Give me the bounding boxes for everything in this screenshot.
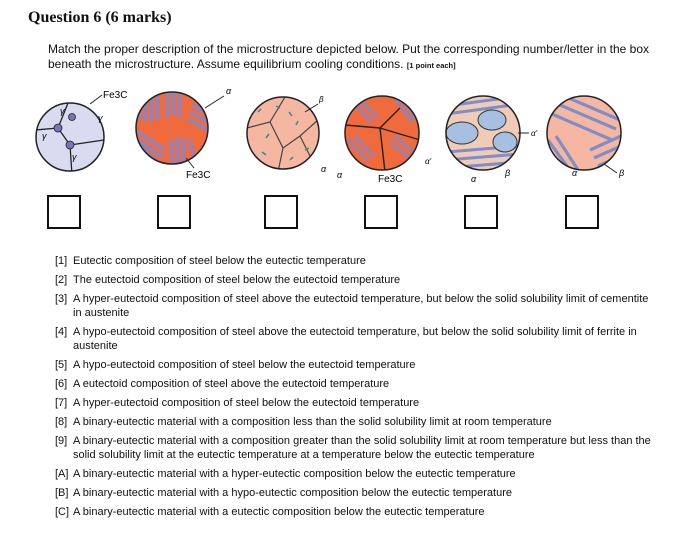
alpha-prime-label-1: α' bbox=[425, 157, 432, 166]
description-text: A binary-eutectic material with a composition greater than the solid solubility limit at room temperature but less than the solid solubility limit at the eutectic temperature at a temperature below the eutectic temperature bbox=[73, 435, 651, 461]
description-item bbox=[55, 505, 655, 519]
description-key: [8] bbox=[55, 416, 68, 428]
gamma-label-4: γ bbox=[72, 152, 77, 162]
gamma-label-3: γ bbox=[98, 113, 103, 123]
fe3c-label-3: Fe3C bbox=[378, 174, 403, 185]
description-item bbox=[55, 415, 655, 429]
description-text: A hyper-eutectoid composition of steel above the eutectoid temperature, but below the solid solubility limit of cementite in austenite bbox=[73, 293, 649, 319]
description-item bbox=[55, 325, 655, 353]
question-title: Question 6 (6 marks) bbox=[28, 9, 172, 26]
microstructure-6 bbox=[546, 90, 630, 178]
alpha-label-3: α bbox=[337, 170, 343, 180]
alpha-label-2: α bbox=[321, 164, 327, 174]
fe3c-label-2: Fe3C bbox=[186, 170, 211, 181]
description-item bbox=[55, 377, 655, 391]
description-item bbox=[55, 254, 655, 268]
description-item bbox=[55, 358, 655, 372]
description-text: A eutectoid composition of steel above the eutectoid temperature bbox=[73, 378, 390, 390]
description-key: [2] bbox=[55, 274, 68, 286]
description-key: [C] bbox=[55, 506, 70, 518]
description-item bbox=[55, 467, 655, 481]
description-key: [1] bbox=[55, 255, 68, 267]
microstructure-5 bbox=[446, 96, 538, 184]
beta-label-1: β bbox=[319, 95, 324, 104]
fe3c-label-1: Fe3C bbox=[103, 90, 128, 101]
microstructure-2 bbox=[136, 86, 232, 181]
answer-box-3[interactable] bbox=[264, 195, 298, 229]
description-text: A binary-eutectic material with a composition less than the solid solubility limit at room temperature bbox=[73, 416, 552, 428]
microstructure-1 bbox=[35, 90, 127, 175]
gamma-label-1: γ bbox=[60, 106, 65, 116]
description-key: [A] bbox=[55, 468, 69, 480]
description-text: A hypo-eutectoid composition of steel above the eutectoid temperature, but below the solid solubility limit of ferrite in austenite bbox=[73, 326, 637, 352]
description-list bbox=[55, 254, 655, 524]
description-text: A binary-eutectic material with a hypo-eutectic composition below the eutectic temperature bbox=[73, 487, 512, 499]
description-text: A binary-eutectic material with a eutectic composition below the eutectic temperature bbox=[73, 506, 485, 518]
description-item bbox=[55, 486, 655, 500]
answer-box-4[interactable] bbox=[364, 195, 398, 229]
gamma-label-2: γ bbox=[42, 131, 47, 141]
description-text: A binary-eutectic material with a hyper-eutectic composition below the eutectic temperature bbox=[73, 468, 516, 480]
description-text: A hyper-eutectoid composition of steel below the eutectoid temperature bbox=[73, 397, 420, 409]
alpha-label-1: α bbox=[226, 86, 232, 96]
beta-label-3: β bbox=[619, 168, 625, 178]
answer-box-1[interactable] bbox=[47, 195, 81, 229]
description-key: [5] bbox=[55, 359, 68, 371]
description-item bbox=[55, 396, 655, 410]
microstructures-figure bbox=[0, 0, 687, 195]
description-key: [9] bbox=[55, 435, 68, 447]
description-text: The eutectoid composition of steel below the eutectoid temperature bbox=[73, 274, 401, 286]
alpha-prime-label-2: α' bbox=[531, 129, 538, 138]
answer-box-5[interactable] bbox=[464, 195, 498, 229]
description-text: A hypo-eutectoid composition of steel below the eutectoid temperature bbox=[73, 359, 416, 371]
description-key: [3] bbox=[55, 293, 68, 305]
beta-label-2: β bbox=[505, 168, 511, 178]
answer-box-6[interactable] bbox=[565, 195, 599, 229]
description-item bbox=[55, 292, 655, 320]
alpha-label-4: α bbox=[471, 174, 477, 184]
microstructure-4 bbox=[337, 96, 432, 185]
instructions-text: Match the proper description of the microstructure depicted below. Put the corresponding number/letter in the box beneath the microstructure. Assume equilibrium cooling conditions. bbox=[48, 42, 649, 71]
description-text: Eutectic composition of steel below the eutectic temperature bbox=[73, 255, 366, 267]
description-key: [6] bbox=[55, 378, 68, 390]
description-key: [7] bbox=[55, 397, 68, 409]
microstructure-3 bbox=[247, 95, 327, 174]
points-note: [1 point each] bbox=[406, 61, 456, 70]
alpha-label-5: α bbox=[572, 168, 578, 178]
description-key: [4] bbox=[55, 326, 68, 338]
answer-box-2[interactable] bbox=[157, 195, 191, 229]
description-key: [B] bbox=[55, 487, 69, 499]
description-item bbox=[55, 434, 655, 462]
description-item bbox=[55, 273, 655, 287]
